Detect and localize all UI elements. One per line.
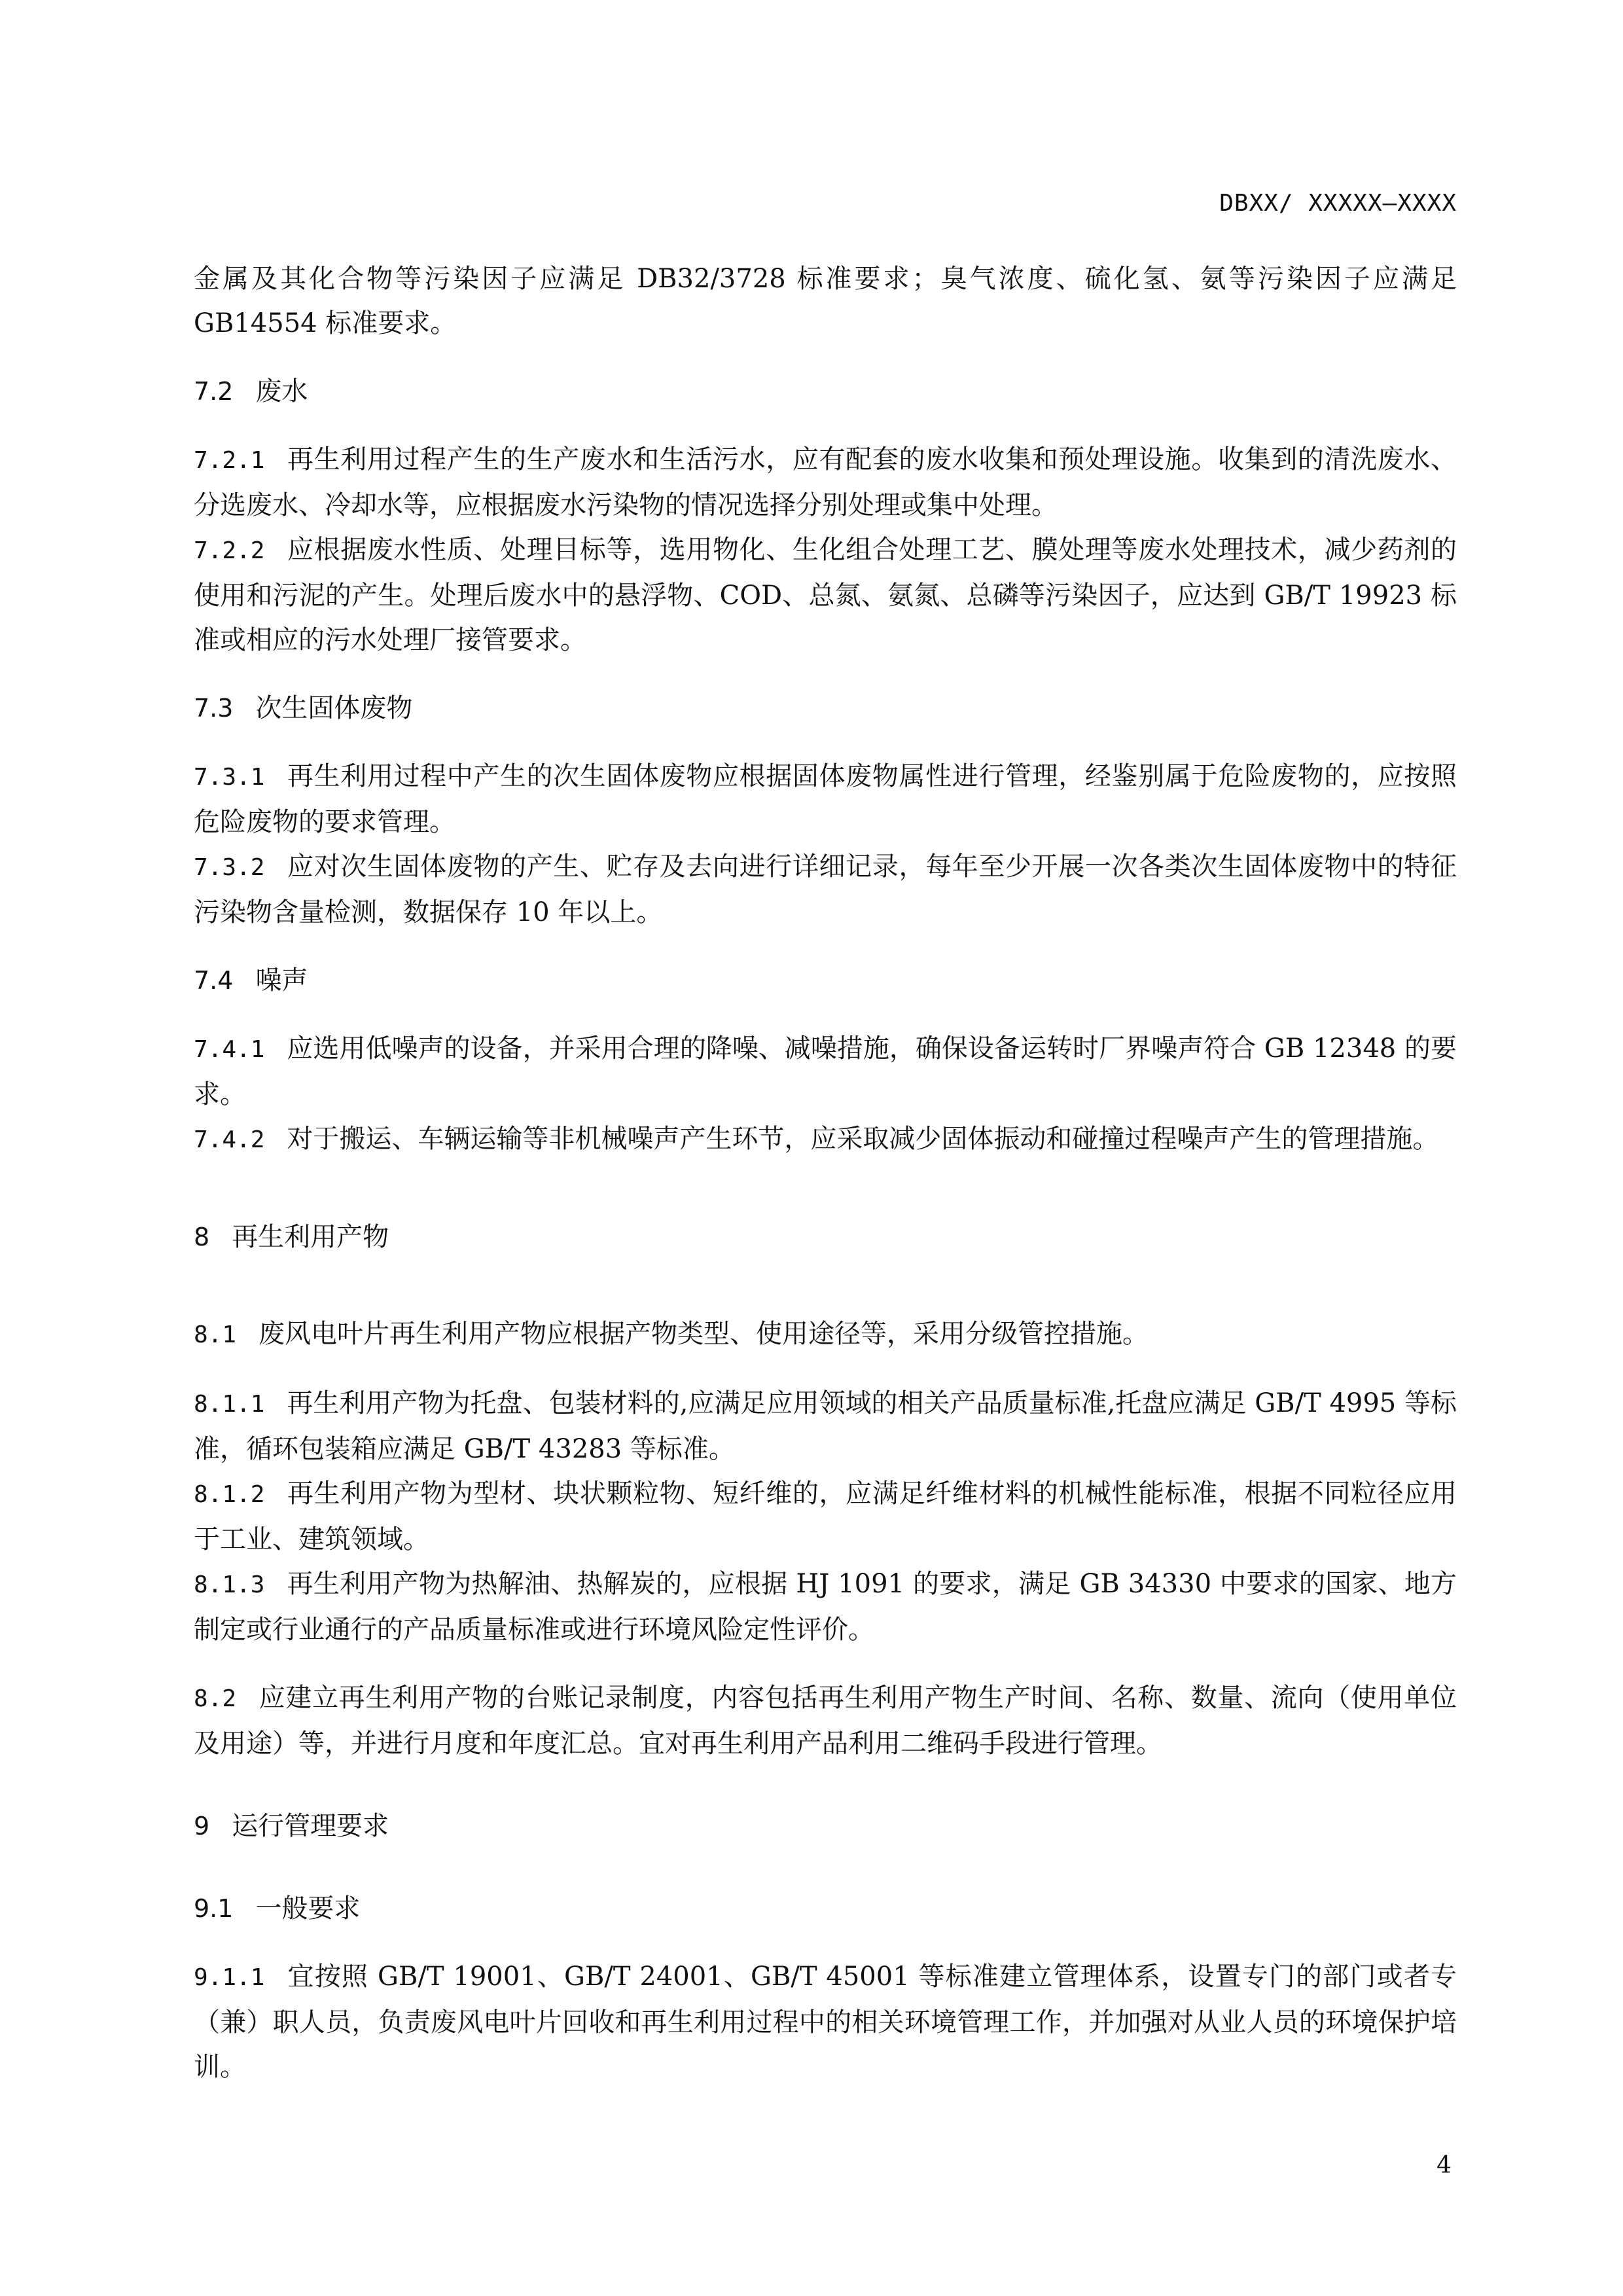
clause-text: 对于搬运、车辆运输等非机械噪声产生环节，应采取减少固体振动和碰撞过程噪声产生的管理措施。 — [287, 1124, 1439, 1154]
paragraph-continued — [194, 257, 1457, 346]
clause-number: 8.2 — [194, 1685, 237, 1712]
clause-text: 再生利用产物为型材、块状颗粒物、短纤维的，应满足纤维材料的机械性能标准，根据不同粒径应用于工业、建筑领域。 — [194, 1479, 1457, 1554]
clause-text: 废风电叶片再生利用产物应根据产物类型、使用途径等，采用分级管控措施。 — [259, 1319, 1149, 1349]
clause-number: 8.1.2 — [194, 1481, 265, 1508]
clause-text: 应选用低噪声的设备，并采用合理的降噪、减噪措施，确保设备运转时厂界噪声符合 GB 12348 的要求。 — [194, 1033, 1457, 1109]
document-body — [194, 257, 1457, 2089]
clause-7-2-1 — [194, 437, 1457, 528]
section-heading-7-2 — [194, 369, 1457, 414]
section-number: 9.1 — [194, 1894, 234, 1923]
clause-8-2 — [194, 1676, 1457, 1766]
section-title: 次生固体废物 — [255, 693, 413, 723]
clause-text: 再生利用产物为热解油、热解炭的，应根据 HJ 1091 的要求，满足 GB 34330 中要求的国家、地方制定或行业通行的产品质量标准或进行环境风险定性评价。 — [194, 1569, 1457, 1645]
clause-number: 9.1.1 — [194, 1964, 265, 1991]
clause-number: 7.2.2 — [194, 537, 265, 564]
section-number: 7.3 — [194, 694, 234, 723]
clause-number: 8.1.1 — [194, 1391, 265, 1418]
section-heading-9-1 — [194, 1886, 1457, 1931]
clause-7-4-1 — [194, 1026, 1457, 1117]
clause-number: 7.2.1 — [194, 447, 265, 474]
clause-text: 宜按照 GB/T 19001、GB/T 24001、GB/T 45001 等标准建立管理体系，设置专门的部门或者专（兼）职人员，负责废风电叶片回收和再生利用过程中的相关环境管理工作，并加强对从业人员的环境保护培训。 — [194, 1962, 1457, 2082]
clause-8-1 — [194, 1312, 1457, 1357]
page-number: 4 — [1436, 2152, 1452, 2179]
clause-7-4-2 — [194, 1117, 1457, 1162]
clause-number: 8.1 — [194, 1321, 237, 1348]
section-title: 废水 — [255, 376, 308, 406]
chapter-title: 再生利用产物 — [232, 1222, 389, 1252]
clause-text: 再生利用过程中产生的次生固体废物应根据固体废物属性进行管理，经鉴别属于危险废物的，应按照危险废物的要求管理。 — [194, 761, 1457, 837]
clause-number: 8.1.3 — [194, 1571, 265, 1598]
clause-text: 再生利用过程产生的生产废水和生活污水，应有配套的废水收集和预处理设施。收集到的清洗废水、分选废水、冷却水等，应根据废水污染物的情况选择分别处理或集中处理。 — [194, 444, 1457, 520]
clause-8-1-2 — [194, 1471, 1457, 1562]
chapter-title: 运行管理要求 — [232, 1811, 389, 1841]
clause-8-1-3 — [194, 1562, 1457, 1652]
section-title: 噪声 — [255, 965, 308, 996]
clause-7-2-2 — [194, 528, 1457, 662]
clause-9-1-1 — [194, 1954, 1457, 2089]
clause-number: 7.3.1 — [194, 764, 265, 791]
document-code-header: DBXX/ XXXXX—XXXX — [1219, 190, 1457, 217]
clause-text: 再生利用产物为托盘、包装材料的,应满足应用领域的相关产品质量标准,托盘应满足 GB/T 4995 等标准，循环包装箱应满足 GB/T 43283 等标准。 — [194, 1388, 1457, 1464]
clause-7-3-1 — [194, 754, 1457, 844]
paragraph-text: 金属及其化合物等污染因子应满足 DB32/3728 标准要求；臭气浓度、硫化氢、氨等污染因子应满足 GB14554 标准要求。 — [194, 264, 1457, 338]
section-number: 7.2 — [194, 377, 234, 406]
clause-text: 应根据废水性质、处理目标等，选用物化、生化组合处理工艺、膜处理等废水处理技术，减少药剂的使用和污泥的产生。处理后废水中的悬浮物、COD、总氮、氨氮、总磷等污染因子，应达到 GB/T 19923 标准或相应的污水处理厂接管要求。 — [194, 535, 1457, 655]
clause-7-3-2 — [194, 844, 1457, 935]
section-title: 一般要求 — [255, 1893, 361, 1924]
chapter-heading-9 — [194, 1804, 1457, 1848]
chapter-number: 9 — [194, 1812, 210, 1840]
chapter-heading-8 — [194, 1215, 1457, 1259]
clause-number: 7.3.2 — [194, 854, 265, 881]
clause-number: 7.4.1 — [194, 1036, 265, 1063]
section-heading-7-3 — [194, 686, 1457, 730]
clause-8-1-1 — [194, 1381, 1457, 1471]
chapter-number: 8 — [194, 1223, 210, 1251]
clause-number: 7.4.2 — [194, 1126, 265, 1153]
clause-text: 应建立再生利用产物的台账记录制度，内容包括再生利用产物生产时间、名称、数量、流向（使用单位及用途）等，并进行月度和年度汇总。宜对再生利用产品利用二维码手段进行管理。 — [194, 1683, 1457, 1759]
section-heading-7-4 — [194, 958, 1457, 1003]
section-number: 7.4 — [194, 966, 234, 995]
clause-text: 应对次生固体废物的产生、贮存及去向进行详细记录，每年至少开展一次各类次生固体废物中的特征污染物含量检测，数据保存 10 年以上。 — [194, 852, 1457, 927]
